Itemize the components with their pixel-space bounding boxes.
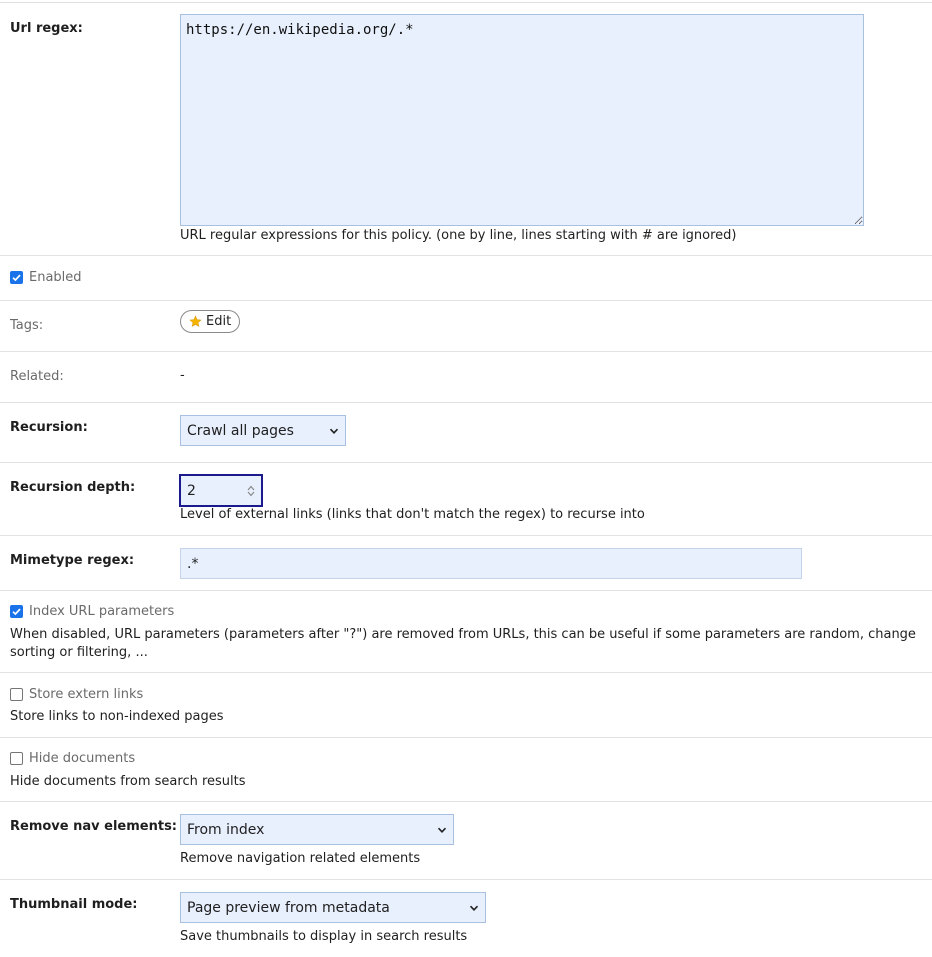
- url-regex-label: Url regex:: [10, 21, 83, 36]
- remove-nav-select[interactable]: [180, 814, 454, 845]
- index-url-params-row: [0, 591, 932, 673]
- url-regex-row: [0, 3, 932, 256]
- hide-documents-checkbox[interactable]: [10, 752, 23, 765]
- edit-tags-button[interactable]: [180, 310, 240, 333]
- remove-nav-row: [0, 802, 932, 880]
- url-regex-textarea[interactable]: [180, 14, 864, 226]
- related-row: [0, 352, 932, 403]
- recursion-depth-help: Level of external links (links that don't match the regex) to recurse into: [180, 507, 645, 522]
- store-extern-links-label: Store extern links: [29, 687, 144, 702]
- chevron-down-icon: [437, 825, 447, 835]
- thumbnail-mode-help: Save thumbnails to display in search results: [180, 929, 468, 944]
- checkmark-icon: [11, 606, 22, 617]
- store-extern-links-checkbox[interactable]: [10, 688, 23, 701]
- index-url-params-checkbox-label[interactable]: [10, 604, 174, 619]
- remove-nav-label: Remove nav elements:: [10, 819, 178, 834]
- hide-documents-help: Hide documents from search results: [10, 774, 246, 789]
- enabled-label: Enabled: [29, 270, 82, 285]
- mimetype-regex-input[interactable]: [180, 548, 802, 579]
- mimetype-regex-value: .*: [187, 555, 199, 572]
- edit-tags-label: Edit: [206, 314, 232, 329]
- recursion-select-value: Crawl all pages: [187, 422, 294, 439]
- recursion-depth-label: Recursion depth:: [10, 480, 136, 495]
- hide-documents-label: Hide documents: [29, 751, 136, 766]
- thumbnail-mode-label: Thumbnail mode:: [10, 897, 138, 912]
- enabled-row: [0, 256, 932, 301]
- enabled-checkbox-label[interactable]: [10, 270, 82, 285]
- index-url-params-checkbox[interactable]: [10, 605, 23, 618]
- recursion-depth-input[interactable]: [180, 475, 262, 506]
- checkmark-icon: [11, 272, 22, 283]
- recursion-select[interactable]: [180, 415, 346, 446]
- hide-documents-row: [0, 738, 932, 802]
- recursion-row: [0, 403, 932, 463]
- related-value: -: [180, 368, 185, 383]
- recursion-depth-row: [0, 463, 932, 536]
- number-spinner[interactable]: [247, 485, 255, 497]
- thumbnail-mode-select-value: Page preview from metadata: [187, 899, 390, 916]
- remove-nav-help: Remove navigation related elements: [180, 851, 421, 866]
- chevron-down-icon: [469, 903, 479, 913]
- star-icon: [189, 315, 202, 328]
- recursion-label: Recursion:: [10, 420, 88, 435]
- store-extern-links-help: Store links to non-indexed pages: [10, 709, 224, 724]
- tags-row: [0, 301, 932, 352]
- store-extern-links-checkbox-label[interactable]: [10, 687, 143, 702]
- remove-nav-select-value: From index: [187, 821, 265, 838]
- store-extern-links-row: [0, 673, 932, 738]
- url-regex-help: URL regular expressions for this policy. (one by line, lines starting with # are ignored): [180, 228, 737, 243]
- thumbnail-mode-select[interactable]: [180, 892, 486, 923]
- related-label: Related:: [10, 369, 64, 384]
- recursion-depth-value: 2: [187, 482, 196, 499]
- tags-label: Tags:: [10, 318, 44, 333]
- enabled-checkbox[interactable]: [10, 271, 23, 284]
- mimetype-regex-label: Mimetype regex:: [10, 553, 135, 568]
- chevron-down-icon: [329, 426, 339, 436]
- hide-documents-checkbox-label[interactable]: [10, 751, 135, 766]
- index-url-params-help: When disabled, URL parameters (parameters after "?") are removed from URLs, this can be useful if some parameters are random, change sorting or filtering, ...: [10, 627, 916, 660]
- index-url-params-label: Index URL parameters: [29, 604, 175, 619]
- chevron-down-icon[interactable]: [247, 491, 255, 497]
